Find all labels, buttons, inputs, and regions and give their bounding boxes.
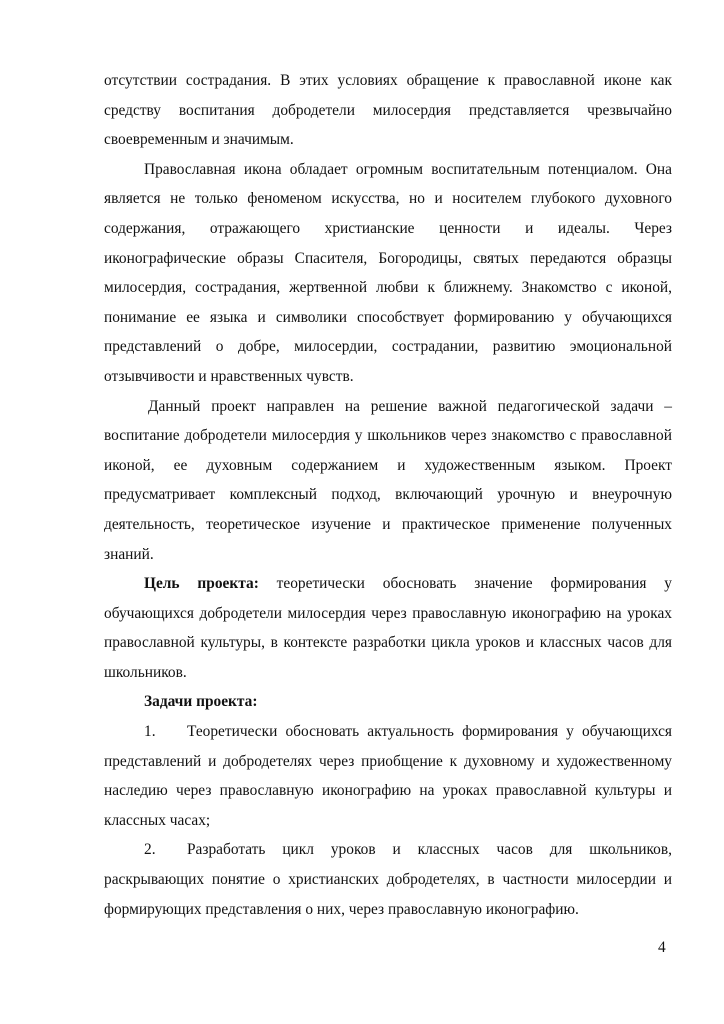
paragraph-project-description: Данный проект направлен на решение важной педагогической задачи – воспитание добродетели милосердия у школьников через знакомство с православной иконой, ее духовным содержанием и художественным языком. Проект предусматривает комплексный подход, включающий урочную и внеурочную деятельность, теоретическое изучение и практическое применение полученных знаний. — [104, 397, 672, 563]
task-text-1: Теоретически обосновать актуальность формирования у обучающихся представлений и добродетелях через приобщение к духовному и художественному наследию через православную иконографию на уроках православной культуры и классных часах; — [104, 723, 672, 829]
goal-paragraph — [104, 569, 672, 687]
document-body — [104, 66, 672, 924]
task-number-2: 2. — [144, 841, 156, 859]
page-number: 4 — [658, 939, 666, 956]
task-number-1: 1. — [144, 723, 156, 741]
task-item-1 — [104, 717, 672, 835]
task-item-2 — [104, 835, 672, 924]
tasks-heading: Задачи проекта: — [144, 693, 258, 711]
paragraph-icon-potential: Православная икона обладает огромным воспитательным потенциалом. Она является не только феноменом искусства, но и носителем глубокого духовного содержания, отражающего христианские ценности и идеалы. Через иконографические образы Спасителя, Богородицы, святых передаются образцы милосердия, сострадания, жертвенной любви к ближнему. Знакомство с иконой, понимание ее языка и символики способствует формированию у обучающихся представлений о добре, милосердии, сострадании, развитию эмоциональной отзывчивости и нравственных чувств. — [104, 160, 672, 385]
goal-label: Цель проекта: — [144, 575, 259, 593]
goal-text: теоретически обосновать значение формирования у обучающихся добродетели милосердия через православную иконографию на уроках православной культуры, в контексте разработки цикла уроков и классных часов для школьников. — [104, 575, 672, 681]
task-text-2: Разработать цикл уроков и классных часов для школьников, раскрывающих понятие о христианских добродетелях, в частности милосердии и формирующих представления о них, через православную иконографию. — [104, 841, 672, 918]
paragraph-continuation: отсутствии сострадания. В этих условиях обращение к православной иконе как средству воспитания добродетели милосердия представляется чрезвычайно своевременным и значимым. — [104, 72, 672, 149]
